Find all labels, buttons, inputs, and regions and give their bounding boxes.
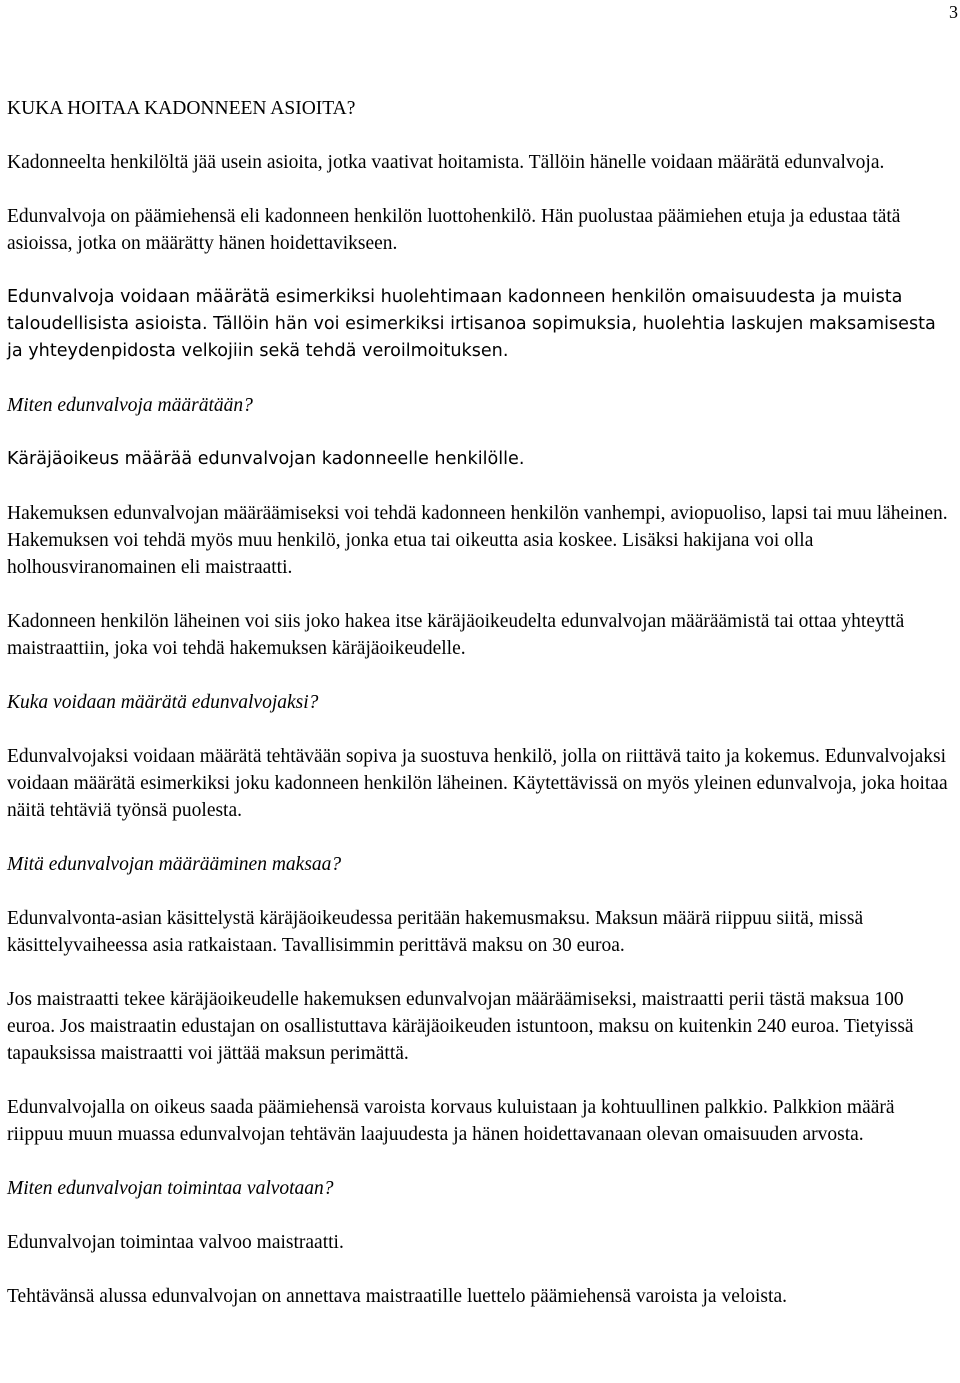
intro-paragraph-2: Edunvalvoja on päämiehensä eli kadonneen henkilön luottohenkilö. Hän puolustaa päämiehen etuja ja edustaa tätä asioissa, jotka on määrätty hänen hoidettavikseen.	[7, 206, 901, 254]
appointment-paragraph-1: Käräjäoikeus määrää edunvalvojan kadonneelle henkilölle.	[7, 449, 525, 469]
page-number: 3	[949, 2, 958, 22]
section-heading-cost: Mitä edunvalvojan määrääminen maksaa?	[7, 854, 342, 875]
section-heading-appointment: Miten edunvalvoja määrätään?	[7, 395, 253, 416]
supervision-paragraph-2: Tehtävänsä alussa edunvalvojan on annettava maistraatille luettelo päämiehensä varoista ja veloista.	[7, 1286, 787, 1307]
cost-paragraph-1: Edunvalvonta-asian käsittelystä käräjäoikeudessa peritään hakemusmaksu. Maksun määrä riippuu siitä, missä käsittelyvaiheessa asia ratkaistaan. Tavallisimmin perittävä maksu on 30 euroa.	[7, 908, 864, 956]
who-paragraph-1: Edunvalvojaksi voidaan määrätä tehtävään sopiva ja suostuva henkilö, jolla on riittävä taito ja kokemus. Edunvalvojaksi voidaan määrätä esimerkiksi joku kadonneen henkilön läheinen. Käytettävissä on myös yleinen edunvalvoja, joka hoitaa näitä tehtäviä työnsä puolesta.	[7, 746, 948, 821]
appointment-paragraph-3: Kadonneen henkilön läheinen voi siis joko hakea itse käräjäoikeudelta edunvalvojan määräämistä tai ottaa yhteyttä maistraattiin, joka voi tehdä hakemuksen käräjäoikeudelle.	[7, 611, 905, 659]
page-title: KUKA HOITAA KADONNEEN ASIOITA?	[7, 98, 356, 119]
intro-paragraph-3: Edunvalvoja voidaan määrätä esimerkiksi huolehtimaan kadonneen henkilön omaisuudesta ja muista taloudellisista asioista. Tällöin hän voi esimerkiksi irtisanoa sopimuksia, huolehtia laskujen maksamisesta ja yhteydenpidosta velkojiin sekä tehdä veroilmoituksen.	[7, 287, 936, 361]
supervision-paragraph-1: Edunvalvojan toimintaa valvoo maistraatti.	[7, 1232, 344, 1253]
section-heading-who: Kuka voidaan määrätä edunvalvojaksi?	[7, 692, 319, 713]
intro-paragraph-1: Kadonneelta henkilöltä jää usein asioita, jotka vaativat hoitamista. Tällöin hänelle voidaan määrätä edunvalvoja.	[7, 152, 885, 173]
section-heading-supervision: Miten edunvalvojan toimintaa valvotaan?	[7, 1178, 334, 1199]
document-body	[7, 95, 953, 1337]
cost-paragraph-3: Edunvalvojalla on oikeus saada päämiehensä varoista korvaus kuluistaan ja kohtuullinen palkkio. Palkkion määrä riippuu muun muassa edunvalvojan tehtävän laajuudesta ja hänen hoidettavanaan olevan omaisuuden arvosta.	[7, 1097, 895, 1145]
appointment-paragraph-2: Hakemuksen edunvalvojan määräämiseksi voi tehdä kadonneen henkilön vanhempi, aviopuoliso, lapsi tai muu läheinen. Hakemuksen voi tehdä myös muu henkilö, jonka etua tai oikeutta asia koskee. Lisäksi hakijana voi olla holhousviranomainen eli maistraatti.	[7, 503, 948, 578]
cost-paragraph-2: Jos maistraatti tekee käräjäoikeudelle hakemuksen edunvalvojan määräämiseksi, maistraatti perii tästä maksua 100 euroa. Jos maistraatin edustajan on osallistuttava käräjäoikeuden istuntoon, maksu on kuitenkin 240 euroa. Tietyissä tapauksissa maistraatti voi jättää maksun perimättä.	[7, 989, 914, 1064]
